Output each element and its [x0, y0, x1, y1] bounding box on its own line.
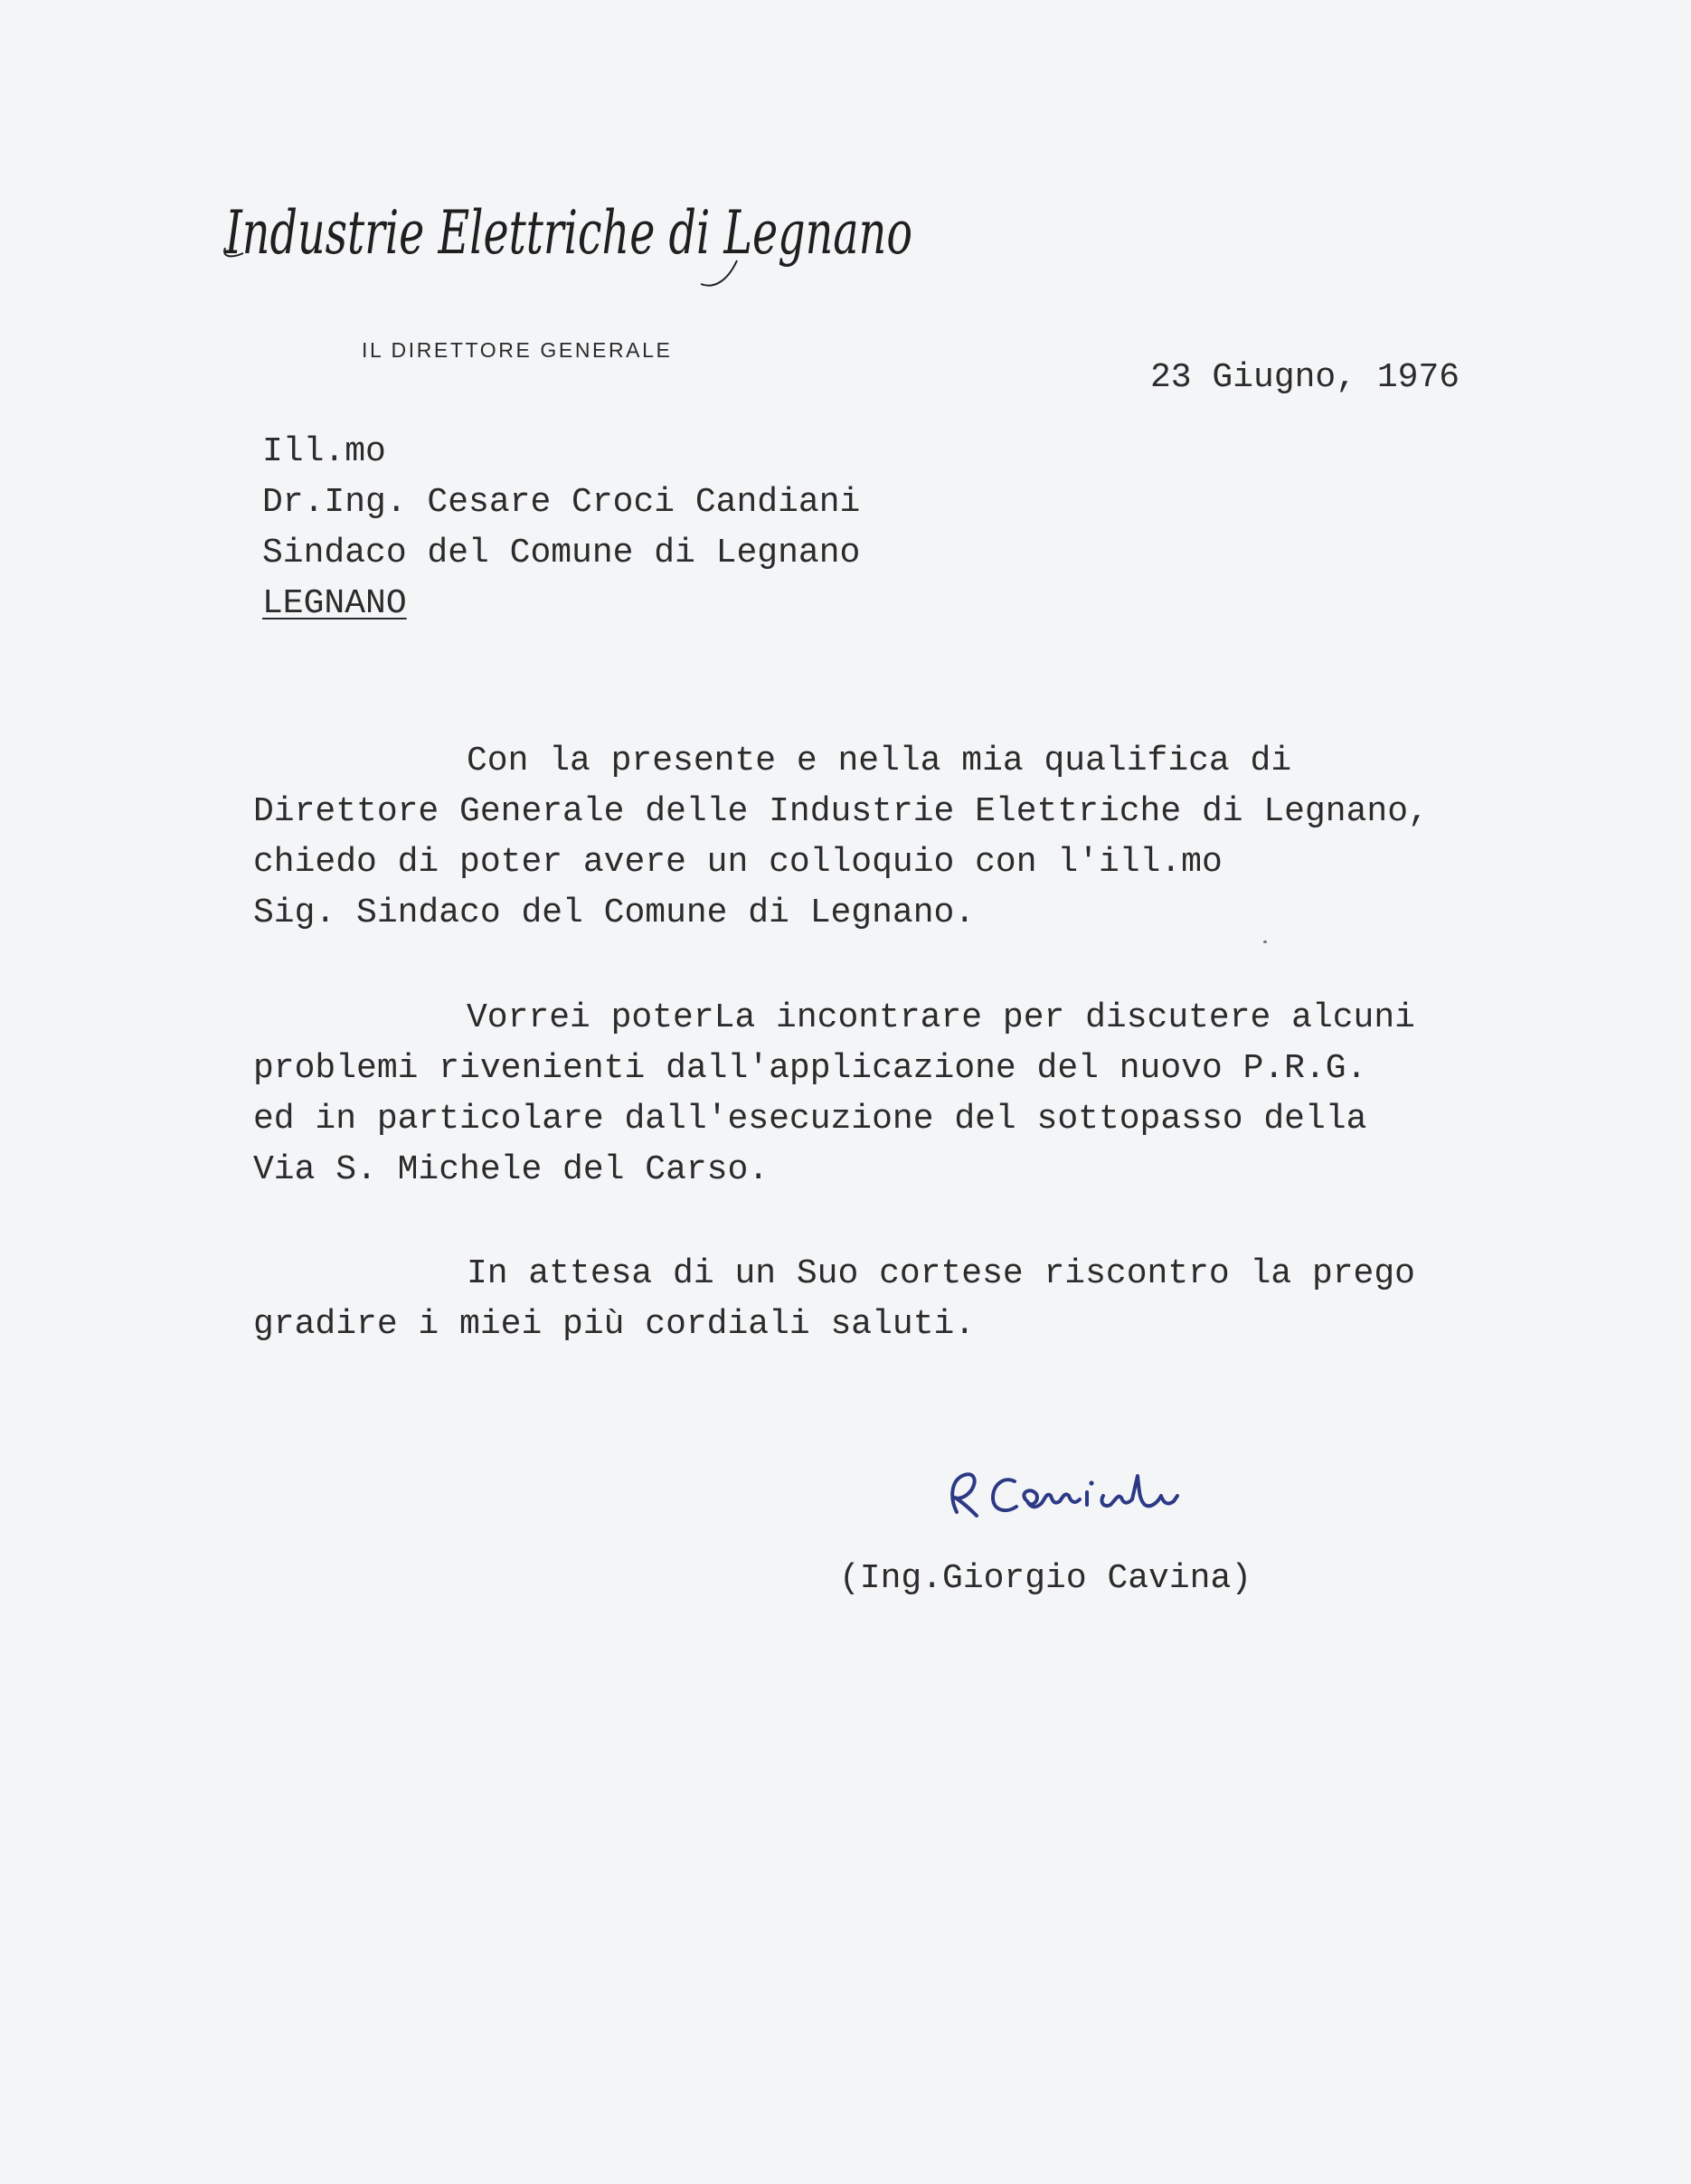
- addressee-block: [262, 427, 860, 629]
- paragraph-line: ed in particolare dall'esecuzione del sottopasso della: [253, 1100, 1367, 1139]
- body-paragraph-3: [253, 1249, 1564, 1350]
- addressee-honorific: Ill.mo: [262, 432, 386, 471]
- handwritten-signature: [937, 1445, 1208, 1527]
- body-paragraph-1: [253, 736, 1564, 939]
- paragraph-line: In attesa di un Suo cortese riscontro la prego: [467, 1254, 1415, 1293]
- paragraph-line: Sig. Sindaco del Comune di Legnano.: [253, 893, 976, 932]
- letterhead-logo: [222, 181, 927, 298]
- paragraph-line: gradire i miei più cordiali saluti.: [253, 1305, 976, 1344]
- addressee-city-line: [262, 579, 860, 629]
- paragraph-line: Via S. Michele del Carso.: [253, 1150, 770, 1189]
- paragraph-line: Direttore Generale delle Industrie Elettriche di Legnano,: [253, 792, 1429, 831]
- svg-text:Industrie Elettriche di Legnan: Industrie Elettriche di Legnano: [224, 198, 913, 268]
- paragraph-line: Vorrei poterLa incontrare per discutere alcuni: [467, 998, 1415, 1037]
- addressee-title: Sindaco del Comune di Legnano: [262, 534, 861, 572]
- paragraph-line: problemi rivenienti dall'applicazione del nuovo P.R.G.: [253, 1049, 1367, 1088]
- paper-speck: [1263, 941, 1267, 943]
- body-paragraph-2: [253, 993, 1564, 1196]
- director-title: IL DIRETTORE GENERALE: [362, 338, 673, 362]
- addressee-city: LEGNANO: [262, 584, 407, 623]
- addressee-name: Dr.Ing. Cesare Croci Candiani: [262, 483, 861, 522]
- signer-name: (Ing.Giorgio Cavina): [839, 1559, 1252, 1598]
- paragraph-line: chiedo di poter avere un colloquio con l'ill.mo: [253, 843, 1223, 882]
- letter-date: 23 Giugno, 1976: [1150, 358, 1460, 397]
- paragraph-line: Con la presente e nella mia qualifica di: [467, 742, 1292, 780]
